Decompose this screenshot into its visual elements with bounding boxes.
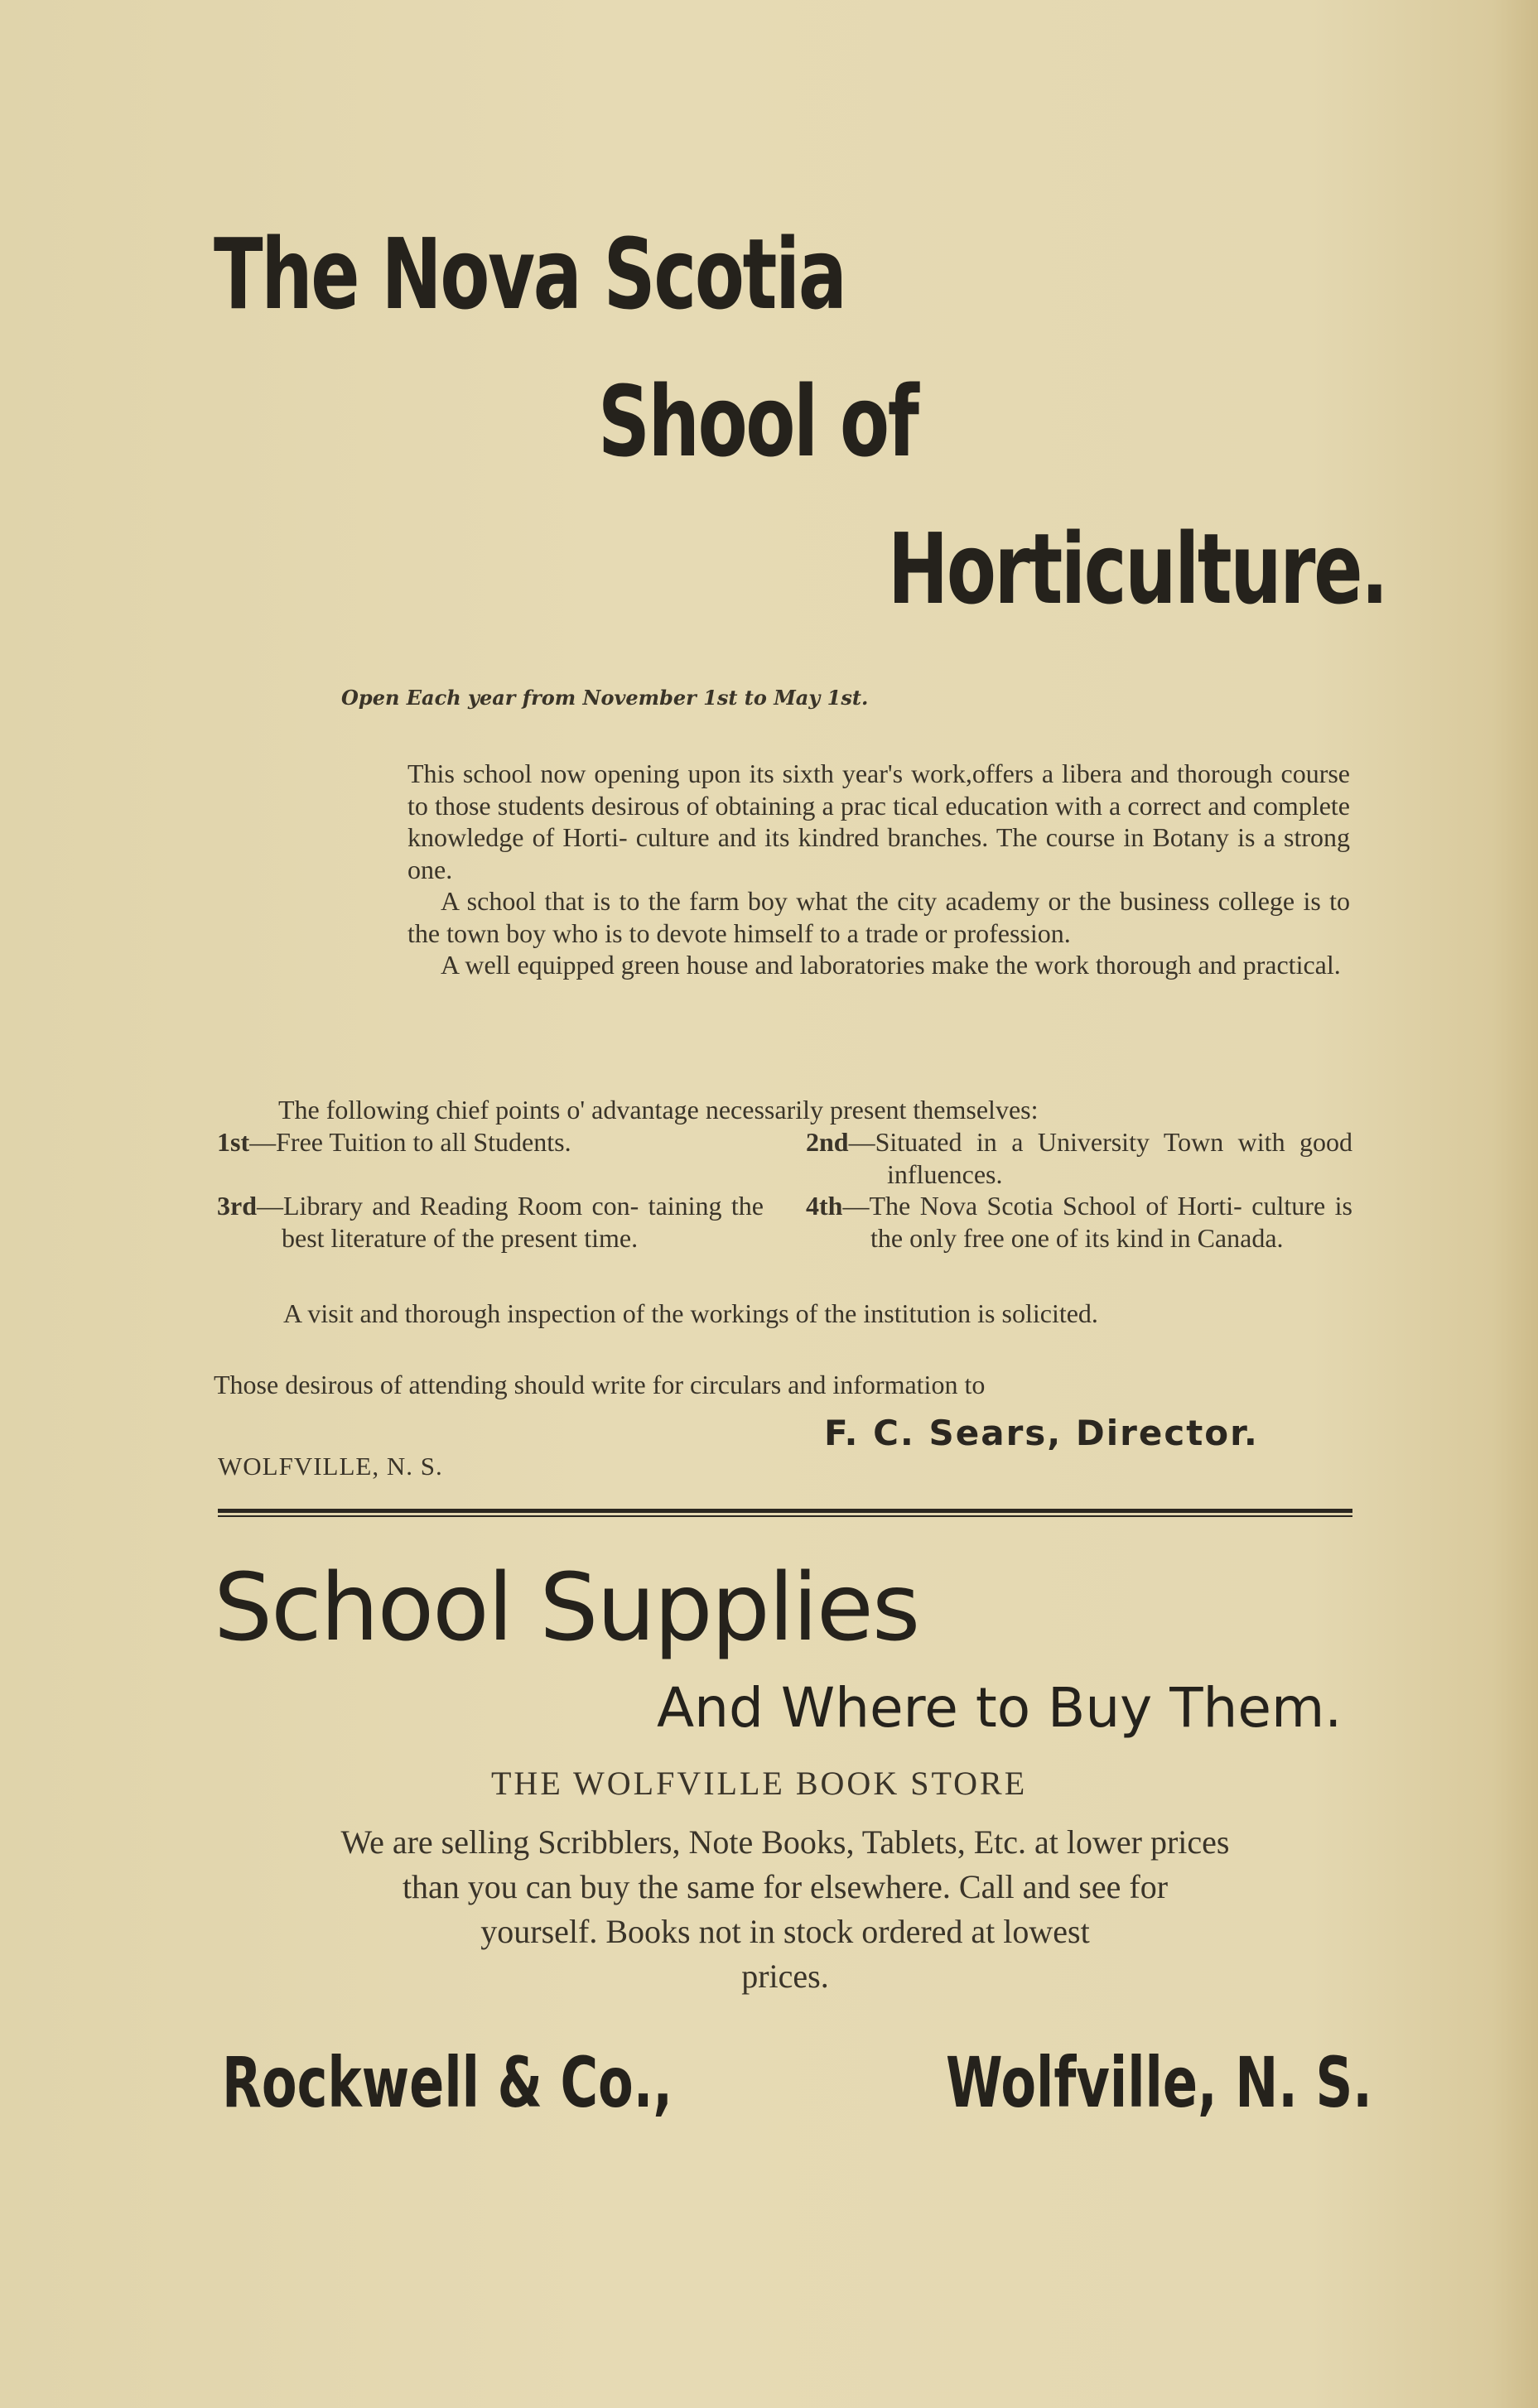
title-line-2: Shool of bbox=[598, 364, 918, 479]
dates-subtitle: Open Each year from November 1st to May 1st. bbox=[341, 686, 869, 710]
point-3 bbox=[217, 1190, 764, 1254]
company-name: Rockwell & Co., bbox=[222, 2042, 673, 2123]
supplies-line-1: We are selling Scribblers, Note Books, Tablets, Etc. at lower prices bbox=[340, 1823, 1230, 1861]
point-1-number: 1st bbox=[217, 1127, 250, 1157]
write-line: Those desirous of attending should write for circulars and information to bbox=[214, 1370, 986, 1399]
company-town: Wolfville, N. S. bbox=[946, 2042, 1372, 2123]
store-name: THE WOLFVILLE BOOK STORE bbox=[491, 1765, 1028, 1802]
point-2 bbox=[806, 1126, 1352, 1190]
point-4-number: 4th bbox=[806, 1191, 843, 1221]
point-4 bbox=[806, 1190, 1352, 1254]
point-2-text: —Situated in a University Town with good influences. bbox=[848, 1127, 1352, 1189]
intro-paragraph-3: A well equipped green house and laboratories make the work thorough and practical. bbox=[441, 950, 1341, 980]
intro-paragraphs bbox=[407, 758, 1350, 981]
title-line-3: Horticulture. bbox=[888, 512, 1387, 626]
intro-paragraph-1: This school now opening upon its sixth year's work,offers a libera and thorough course to those students desirous of obtaining a prac tical education with a correct and complete knowledge of Horti- culture and its kindred branches. The course in Botany is a strong one. bbox=[407, 759, 1350, 884]
supplies-line-4: prices. bbox=[741, 1958, 829, 1995]
point-3-number: 3rd bbox=[217, 1191, 257, 1221]
supplies-subheading: And Where to Buy Them. bbox=[657, 1676, 1343, 1740]
supplies-heading: School Supplies bbox=[214, 1554, 919, 1662]
supplies-description bbox=[218, 1820, 1352, 1999]
point-4-text: —The Nova Scotia School of Horti- culture is the only free one of its kind in Canada. bbox=[842, 1191, 1352, 1253]
visit-paragraph bbox=[217, 1298, 1352, 1330]
supplies-line-2: than you can buy the same for elsewhere. Call and see for bbox=[402, 1868, 1169, 1905]
point-3-text: —Library and Reading Room con- taining the best literature of the present time. bbox=[257, 1191, 764, 1253]
director-name: F. C. Sears, Director. bbox=[824, 1413, 1259, 1453]
location-line: WOLFVILLE, N. S. bbox=[218, 1452, 443, 1481]
supplies-line-3: yourself. Books not in stock ordered at lowest bbox=[480, 1913, 1090, 1950]
divider-rule bbox=[218, 1509, 1352, 1517]
intro-paragraph-2: A school that is to the farm boy what the city academy or the business college is to the town boy who is to devote himself to a trade or profession. bbox=[407, 886, 1350, 948]
title-line-1: The Nova Scotia bbox=[214, 217, 846, 331]
point-1-text: —Free Tuition to all Students. bbox=[249, 1127, 571, 1157]
visit-text: A visit and thorough inspection of the workings of the institution is solicited. bbox=[283, 1298, 1098, 1328]
point-1 bbox=[217, 1126, 764, 1158]
point-2-number: 2nd bbox=[806, 1127, 849, 1157]
points-lead: The following chief points o' advantage necessarily present themselves: bbox=[278, 1095, 1039, 1125]
